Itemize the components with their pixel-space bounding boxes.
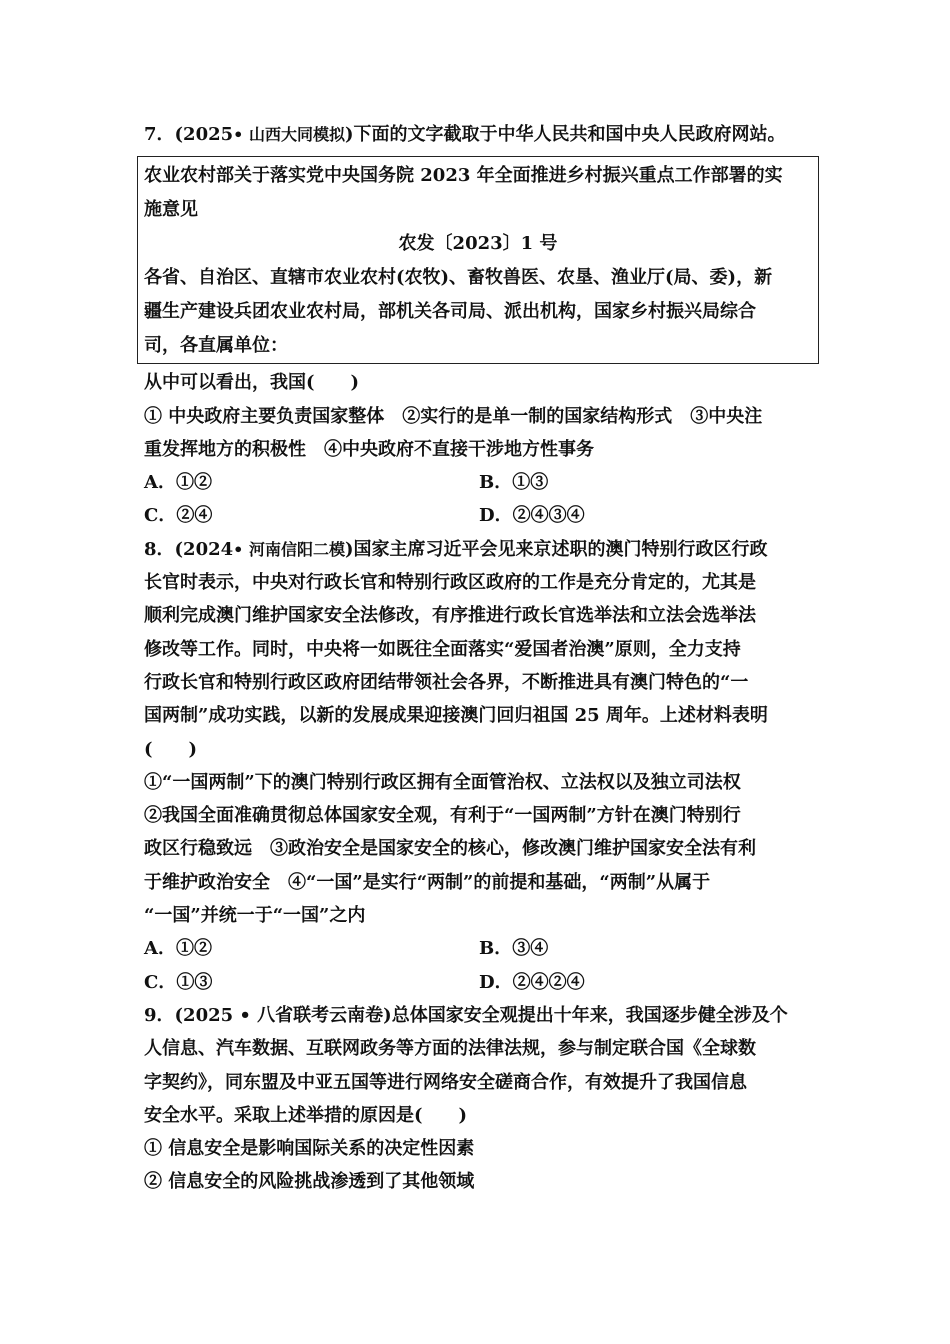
q9-item-2: ② 信息安全的风险挑战渗透到了其他领域 (144, 1171, 475, 1193)
q7-options-row-2 (144, 499, 812, 532)
quoted-doc-body-line-1: 各省、自治区、直辖市农业农村(农牧)、畜牧兽医、农垦、渔业厅(局、委)，新 (144, 267, 773, 289)
quoted-doc-number: 农发〔2023〕1 号 (398, 233, 558, 255)
q8-option-d: D．②④②④ (479, 971, 585, 993)
quoted-doc-title-line-1: 农业农村部关于落实党中央国务院 2023 年全面推进乡村振兴重点工作部署的实 (144, 165, 783, 187)
q8-stem-line-2: 长官时表示，中央对行政长官和特别行政区政府的工作是充分肯定的，尤其是 (144, 572, 756, 594)
q7-items-line-2: 重发挥地方的积极性 ④中央政府不直接干涉地方性事务 (144, 438, 594, 460)
q8-items-line-1: ①“一国两制”下的澳门特别行政区拥有全面管治权、立法权以及独立司法权 (144, 771, 741, 793)
q8-option-c: C．①③ (144, 971, 213, 993)
q9-stem-line-4: 安全水平。采取上述举措的原因是( ) (144, 1104, 468, 1126)
q8-option-b: B．③④ (479, 938, 549, 960)
q7-quoted-document-box (137, 156, 819, 364)
q7-option-a: A．①② (144, 472, 212, 494)
q8-items-line-4: 于维护政治安全 ④“一国”是实行“两制”的前提和基础，“两制”从属于 (144, 871, 711, 893)
q8-stem-line-5: 行政长官和特别行政区政府团结带领社会各界，不断推进具有澳门特色的“一 (144, 671, 749, 693)
q8-items-line-3: 政区行稳致远 ③政治安全是国家安全的核心，修改澳门维护国家安全法有利 (144, 838, 756, 860)
q7-number: 7． (144, 124, 175, 145)
q7-source: • 山西大同模拟 (233, 125, 345, 144)
document-page (144, 118, 812, 1199)
quoted-doc-body-line-3: 司，各直属单位： (144, 335, 288, 357)
q9-source: (2025 • 八省联考云南卷) (174, 1004, 392, 1026)
q7-stem-text: 下面的文字截取于中华人民共和国中央人民政府网站。 (353, 124, 786, 145)
q8-items-line-5: “一国”并统一于“一国”之内 (144, 905, 366, 927)
q8-option-a: A．①② (144, 938, 212, 960)
q7-options-row-1 (144, 466, 812, 499)
q8-stem-line-3: 顺利完成澳门维护国家安全法修改，有序推进行政长官选举法和立法会选举法 (144, 605, 756, 627)
q7-question: 从中可以看出，我国( ) (144, 372, 360, 394)
q7-stem: 7．(2025• 山西大同模拟)下面的文字截取于中华人民共和国中央人民政府网站。 (144, 124, 786, 145)
q9-stem-line-3: 字契约》，同东盟及中亚五国等进行网络安全磋商合作，有效提升了我国信息 (144, 1071, 747, 1093)
q7-option-d: D．②④③④ (479, 505, 585, 527)
q7-option-c: C．②④ (144, 505, 213, 527)
q7-items-line-1: ① 中央政府主要负责国家整体 ②实行的是单一制的国家结构形式 ③中央注 (144, 405, 763, 427)
q9-number: 9． (144, 1004, 175, 1026)
q8-answer-blank: ( ) (144, 738, 198, 760)
q8-options-row-1 (144, 932, 812, 965)
q7-option-b: B．①③ (479, 472, 549, 494)
q8-options-row-2 (144, 966, 812, 999)
q8-items-line-2: ②我国全面准确贯彻总体国家安全观，有利于“一国两制”方针在澳门特别行 (144, 805, 741, 827)
q8-source: • 河南信阳二模 (233, 539, 345, 559)
q8-stem-line-6: 国两制”成功实践，以新的发展成果迎接澳门回归祖国 25 周年。上述材料表明 (144, 705, 768, 727)
q8-stem-line-4: 修改等工作。同时，中央将一如既往全面落实“爱国者治澳”原则，全力支持 (144, 638, 741, 660)
q8-stem-line-1: 8．(2024• 河南信阳二模)国家主席习近平会见来京述职的澳门特别行政区行政 (144, 538, 768, 560)
q9-stem-line-2: 人信息、汽车数据、互联网政务等方面的法律法规，参与制定联合国《全球数 (144, 1038, 756, 1060)
quoted-doc-title-line-2: 施意见 (144, 199, 198, 221)
q9-stem-line-1: 9．(2025 • 八省联考云南卷)总体国家安全观提出十年来，我国逐步健全涉及个 (144, 1004, 788, 1026)
quoted-doc-body-line-2: 疆生产建设兵团农业农村局，部机关各司局、派出机构，国家乡村振兴局综合 (144, 301, 756, 323)
q9-item-1: ① 信息安全是影响国际关系的决定性因素 (144, 1138, 475, 1160)
q8-number: 8． (144, 538, 175, 560)
